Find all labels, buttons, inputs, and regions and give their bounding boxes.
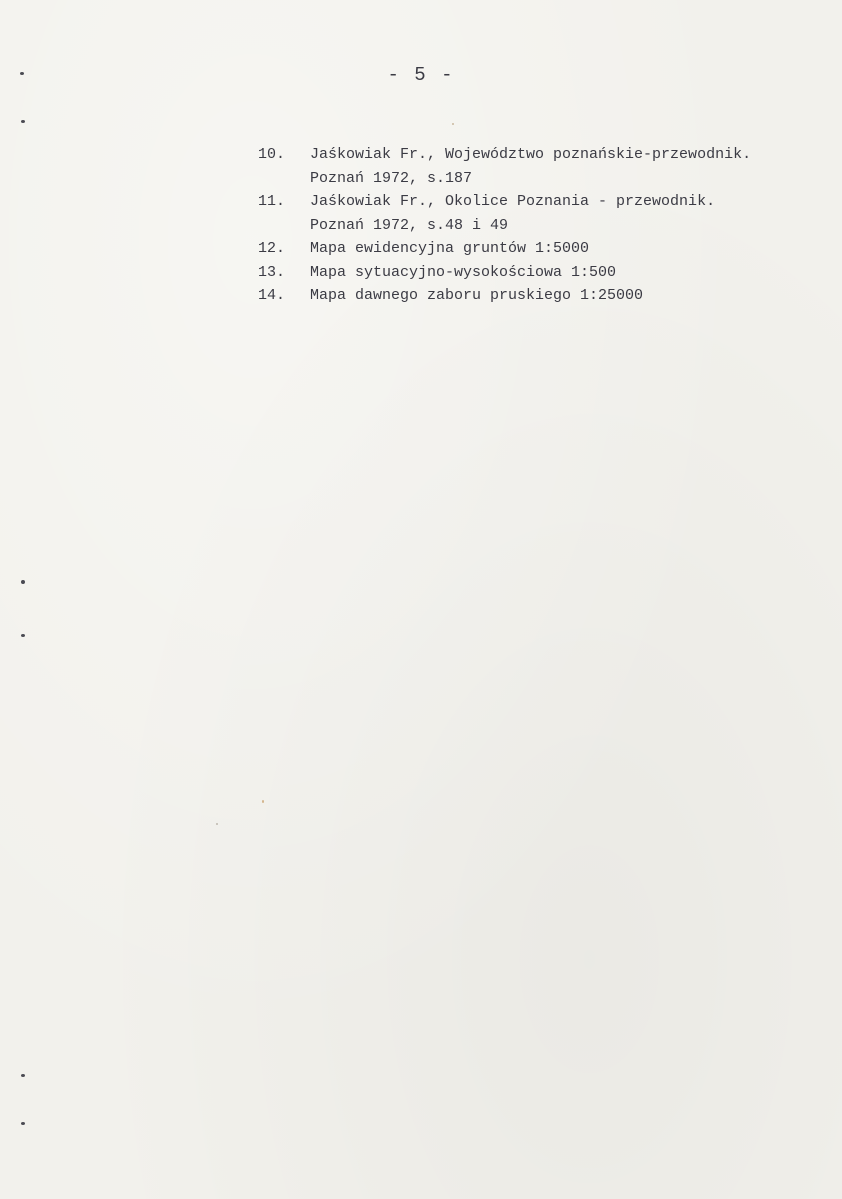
scan-speck [21,1074,25,1077]
scan-speck [21,1122,25,1125]
scan-speck [21,580,25,584]
scan-speck [262,800,264,803]
reference-text: Mapa sytuacyjno-wysokościowa 1:500 [310,263,617,281]
list-item [258,237,828,261]
reference-list [258,143,828,308]
scan-speck [216,823,218,825]
list-item [258,190,828,237]
reference-number: 12. [258,240,286,257]
scan-speck [20,72,24,75]
list-item [258,261,828,285]
list-item [258,143,828,190]
reference-text: Mapa dawnego zaboru pruskiego 1:25000 [310,287,644,304]
reference-number: 10. [258,146,286,163]
reference-number: 13. [258,263,286,281]
page-number: - 5 - [387,64,455,86]
list-item [258,284,828,308]
reference-text-continued: Poznań 1972, s.48 i 49 [310,216,509,234]
scan-speck [21,634,25,637]
scan-speck [21,120,25,123]
reference-number: 11. [258,193,286,210]
reference-number: 14. [258,287,286,304]
reference-text: Jaśkowiak Fr., Okolice Poznania - przewodnik. [310,193,716,210]
reference-text-continued: Poznań 1972, s.187 [310,169,473,187]
scan-speck [452,123,454,125]
reference-text: Mapa ewidencyjna gruntów 1:5000 [310,240,590,257]
reference-text: Jaśkowiak Fr., Województwo poznańskie-przewodnik. [310,146,752,163]
